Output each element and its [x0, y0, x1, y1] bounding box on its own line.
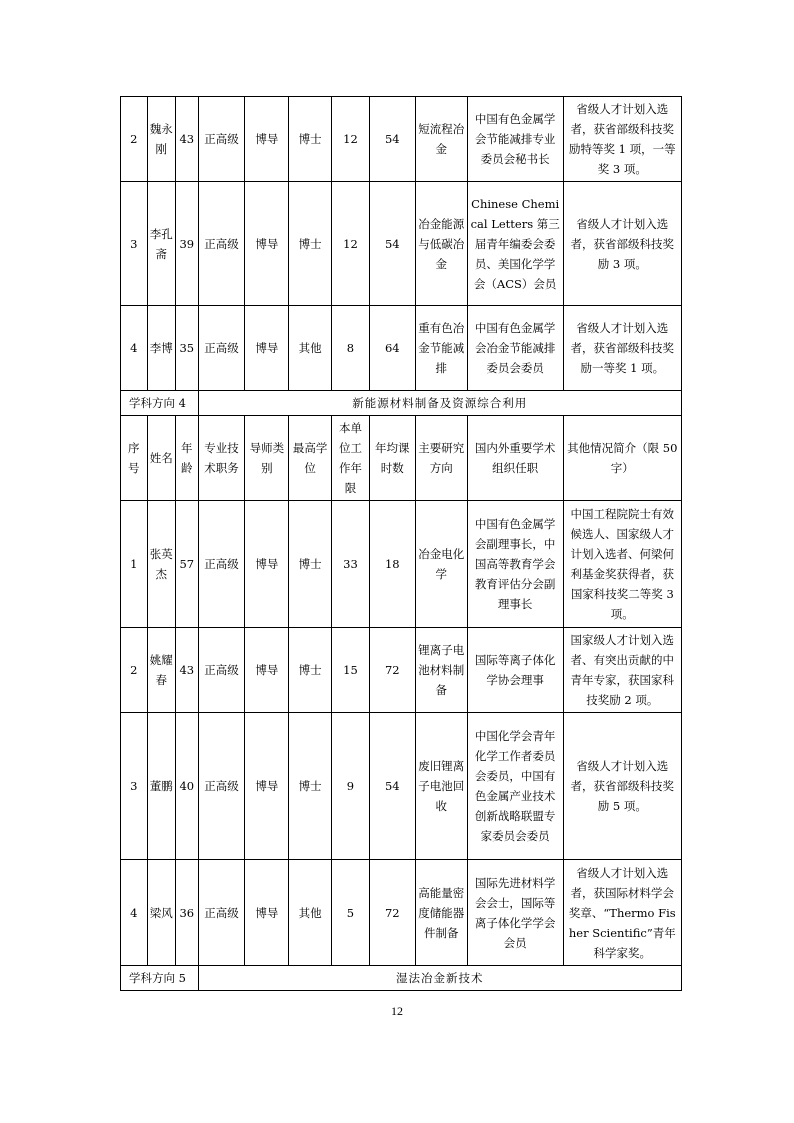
cell-title: 正高级	[198, 501, 245, 628]
cell-degree: 博士	[289, 182, 332, 306]
table-row	[121, 501, 682, 628]
cell-other: 省级人才计划入选者，获省部级科技奖励 5 项。	[563, 713, 681, 860]
cell-name: 梁风	[147, 860, 176, 966]
cell-degree: 其他	[289, 306, 332, 391]
cell-age: 35	[176, 306, 198, 391]
cell-hours: 18	[369, 501, 415, 628]
cell-name: 魏永刚	[147, 97, 176, 182]
header-degree: 最高学位	[289, 416, 332, 501]
cell-years: 12	[332, 97, 370, 182]
header-title: 专业技术职务	[198, 416, 245, 501]
discipline-direction-row	[121, 966, 682, 991]
cell-other: 国家级人才计划入选者、有突出贡献的中青年专家，获国家科技奖励 2 项。	[563, 628, 681, 713]
header-years: 本单位工作年限	[332, 416, 370, 501]
header-hours: 年均课时数	[369, 416, 415, 501]
cell-research: 高能量密度储能器件制备	[415, 860, 467, 966]
cell-other: 省级人才计划入选者，获省部级科技奖励 3 项。	[563, 182, 681, 306]
discipline-direction-row	[121, 391, 682, 416]
header-name: 姓名	[147, 416, 176, 501]
table-row	[121, 628, 682, 713]
header-age: 年龄	[176, 416, 198, 501]
cell-supervisor: 博导	[245, 628, 289, 713]
header-supervisor: 导师类别	[245, 416, 289, 501]
cell-age: 43	[176, 97, 198, 182]
cell-age: 36	[176, 860, 198, 966]
cell-no: 4	[121, 306, 148, 391]
cell-research: 冶金电化学	[415, 501, 467, 628]
cell-supervisor: 博导	[245, 713, 289, 860]
cell-supervisor: 博导	[245, 501, 289, 628]
cell-research: 重有色冶金节能减排	[415, 306, 467, 391]
cell-other: 省级人才计划入选者，获国际材料学会奖章、“Thermo Fisher Scientific”青年科学家奖。	[563, 860, 681, 966]
table-row	[121, 97, 682, 182]
cell-other: 中国工程院院士有效候选人、国家级人才计划入选者、何梁何利基金奖获得者，获国家科技奖二等奖 3 项。	[563, 501, 681, 628]
cell-name: 董鹏	[147, 713, 176, 860]
discipline-direction-title: 新能源材料制备及资源综合利用	[198, 391, 682, 416]
cell-years: 15	[332, 628, 370, 713]
cell-hours: 54	[369, 182, 415, 306]
cell-title: 正高级	[198, 182, 245, 306]
cell-years: 9	[332, 713, 370, 860]
table-row	[121, 713, 682, 860]
cell-no: 1	[121, 501, 148, 628]
cell-research: 短流程冶金	[415, 97, 467, 182]
cell-title: 正高级	[198, 306, 245, 391]
cell-degree: 博士	[289, 628, 332, 713]
cell-research: 冶金能源与低碳冶金	[415, 182, 467, 306]
cell-orgs: 国际先进材料学会会士，国际等离子体化学学会会员	[467, 860, 563, 966]
cell-hours: 54	[369, 97, 415, 182]
cell-orgs: 中国化学会青年化学工作者委员会委员，中国有色金属产业技术创新战略联盟专家委员会委员	[467, 713, 563, 860]
header-research: 主要研究方向	[415, 416, 467, 501]
cell-no: 2	[121, 628, 148, 713]
header-orgs: 国内外重要学术组织任职	[467, 416, 563, 501]
cell-title: 正高级	[198, 97, 245, 182]
cell-name: 姚耀春	[147, 628, 176, 713]
cell-no: 3	[121, 713, 148, 860]
cell-other: 省级人才计划入选者，获省部级科技奖励一等奖 1 项。	[563, 306, 681, 391]
cell-orgs: Chinese Chemical Letters 第三届青年编委会委员、美国化学学会（ACS）会员	[467, 182, 563, 306]
cell-age: 43	[176, 628, 198, 713]
cell-name: 李孔斋	[147, 182, 176, 306]
cell-degree: 其他	[289, 860, 332, 966]
page-number: 12	[391, 1004, 403, 1018]
table-row	[121, 306, 682, 391]
cell-years: 33	[332, 501, 370, 628]
cell-orgs: 中国有色金属学会节能减排专业委员会秘书长	[467, 97, 563, 182]
cell-title: 正高级	[198, 713, 245, 860]
header-no: 序号	[121, 416, 148, 501]
cell-years: 12	[332, 182, 370, 306]
header-other: 其他情况简介（限 50 字）	[563, 416, 681, 501]
cell-name: 张英杰	[147, 501, 176, 628]
cell-age: 57	[176, 501, 198, 628]
cell-orgs: 中国有色金属学会副理事长，中国高等教育学会教育评估分会副理事长	[467, 501, 563, 628]
cell-no: 2	[121, 97, 148, 182]
cell-other: 省级人才计划入选者，获省部级科技奖励特等奖 1 项，一等奖 3 项。	[563, 97, 681, 182]
cell-age: 39	[176, 182, 198, 306]
cell-supervisor: 博导	[245, 860, 289, 966]
cell-hours: 72	[369, 860, 415, 966]
cell-no: 3	[121, 182, 148, 306]
cell-age: 40	[176, 713, 198, 860]
cell-orgs: 中国有色金属学会冶金节能减排委员会委员	[467, 306, 563, 391]
table-row	[121, 182, 682, 306]
cell-supervisor: 博导	[245, 306, 289, 391]
table-header-row	[121, 416, 682, 501]
cell-hours: 72	[369, 628, 415, 713]
cell-supervisor: 博导	[245, 182, 289, 306]
cell-research: 锂离子电池材料制备	[415, 628, 467, 713]
cell-degree: 博士	[289, 713, 332, 860]
cell-years: 5	[332, 860, 370, 966]
discipline-direction-label: 学科方向 5	[121, 966, 199, 991]
cell-supervisor: 博导	[245, 97, 289, 182]
cell-degree: 博士	[289, 97, 332, 182]
cell-title: 正高级	[198, 628, 245, 713]
cell-title: 正高级	[198, 860, 245, 966]
discipline-direction-label: 学科方向 4	[121, 391, 199, 416]
faculty-table	[120, 96, 682, 991]
table-row	[121, 860, 682, 966]
discipline-direction-title: 湿法冶金新技术	[198, 966, 682, 991]
cell-no: 4	[121, 860, 148, 966]
cell-hours: 64	[369, 306, 415, 391]
cell-years: 8	[332, 306, 370, 391]
cell-hours: 54	[369, 713, 415, 860]
cell-research: 废旧锂离子电池回收	[415, 713, 467, 860]
cell-name: 李博	[147, 306, 176, 391]
cell-orgs: 国际等离子体化学协会理事	[467, 628, 563, 713]
cell-degree: 博士	[289, 501, 332, 628]
